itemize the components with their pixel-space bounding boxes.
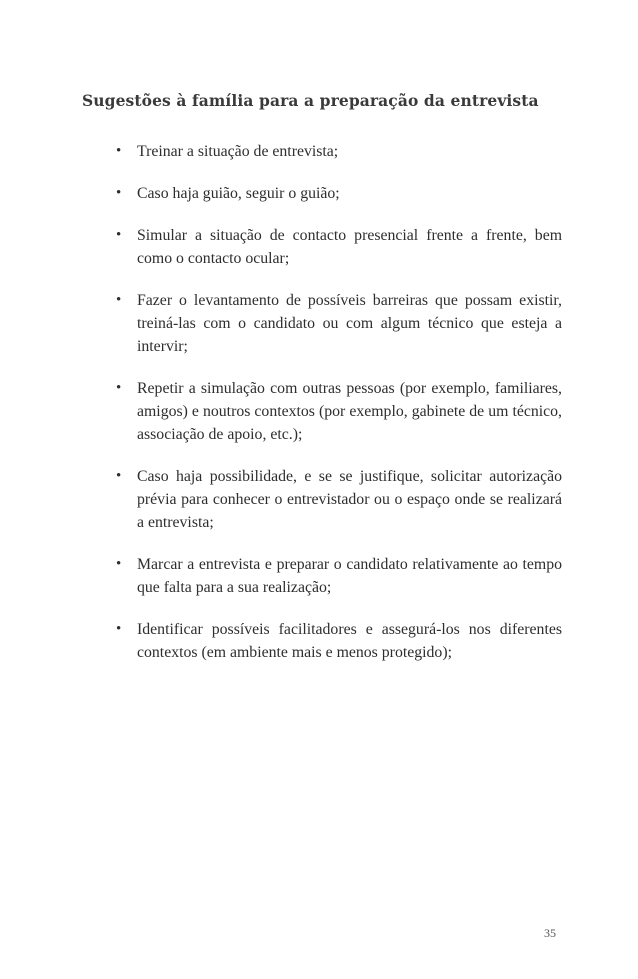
list-item-text: Caso haja possibilidade, e se se justifique, solicitar autorização prévia para conhecer o entrevistador ou o espaço onde se realizará a entrevista; xyxy=(137,468,562,531)
suggestion-list xyxy=(116,140,562,683)
list-item-text: Repetir a simulação com outras pessoas (por exemplo, familiares, amigos) e noutros contextos (por exemplo, gabinete de um técnico, associação de apoio, etc.); xyxy=(137,380,562,443)
section-heading: Sugestões à família para a preparação da entrevista xyxy=(82,91,539,110)
list-item-text: Caso haja guião, seguir o guião; xyxy=(137,185,340,202)
list-item xyxy=(116,465,562,534)
list-item-text: Identificar possíveis facilitadores e assegurá-los nos diferentes contextos (em ambiente mais e menos protegido); xyxy=(137,621,562,661)
list-item xyxy=(116,289,562,358)
list-item xyxy=(116,553,562,599)
list-item-text: Marcar a entrevista e preparar o candidato relativamente ao tempo que falta para a sua realização; xyxy=(137,556,562,596)
list-item xyxy=(116,140,562,163)
bullet-icon: • xyxy=(116,621,122,637)
list-item-text: Treinar a situação de entrevista; xyxy=(137,143,339,160)
list-item-text: Fazer o levantamento de possíveis barreiras que possam existir, treiná-las com o candidato ou com algum técnico que esteja a intervir; xyxy=(137,292,562,355)
bullet-icon: • xyxy=(116,468,122,484)
bullet-icon: • xyxy=(116,185,122,201)
page-number: 35 xyxy=(544,926,556,940)
list-item xyxy=(116,224,562,270)
list-item xyxy=(116,618,562,664)
bullet-icon: • xyxy=(116,143,122,159)
list-item xyxy=(116,377,562,446)
bullet-icon: • xyxy=(116,292,122,308)
bullet-icon: • xyxy=(116,556,122,572)
list-item xyxy=(116,182,562,205)
bullet-icon: • xyxy=(116,227,122,243)
list-item-text: Simular a situação de contacto presencial frente a frente, bem como o contacto ocular; xyxy=(137,227,562,267)
bullet-icon: • xyxy=(116,380,122,396)
